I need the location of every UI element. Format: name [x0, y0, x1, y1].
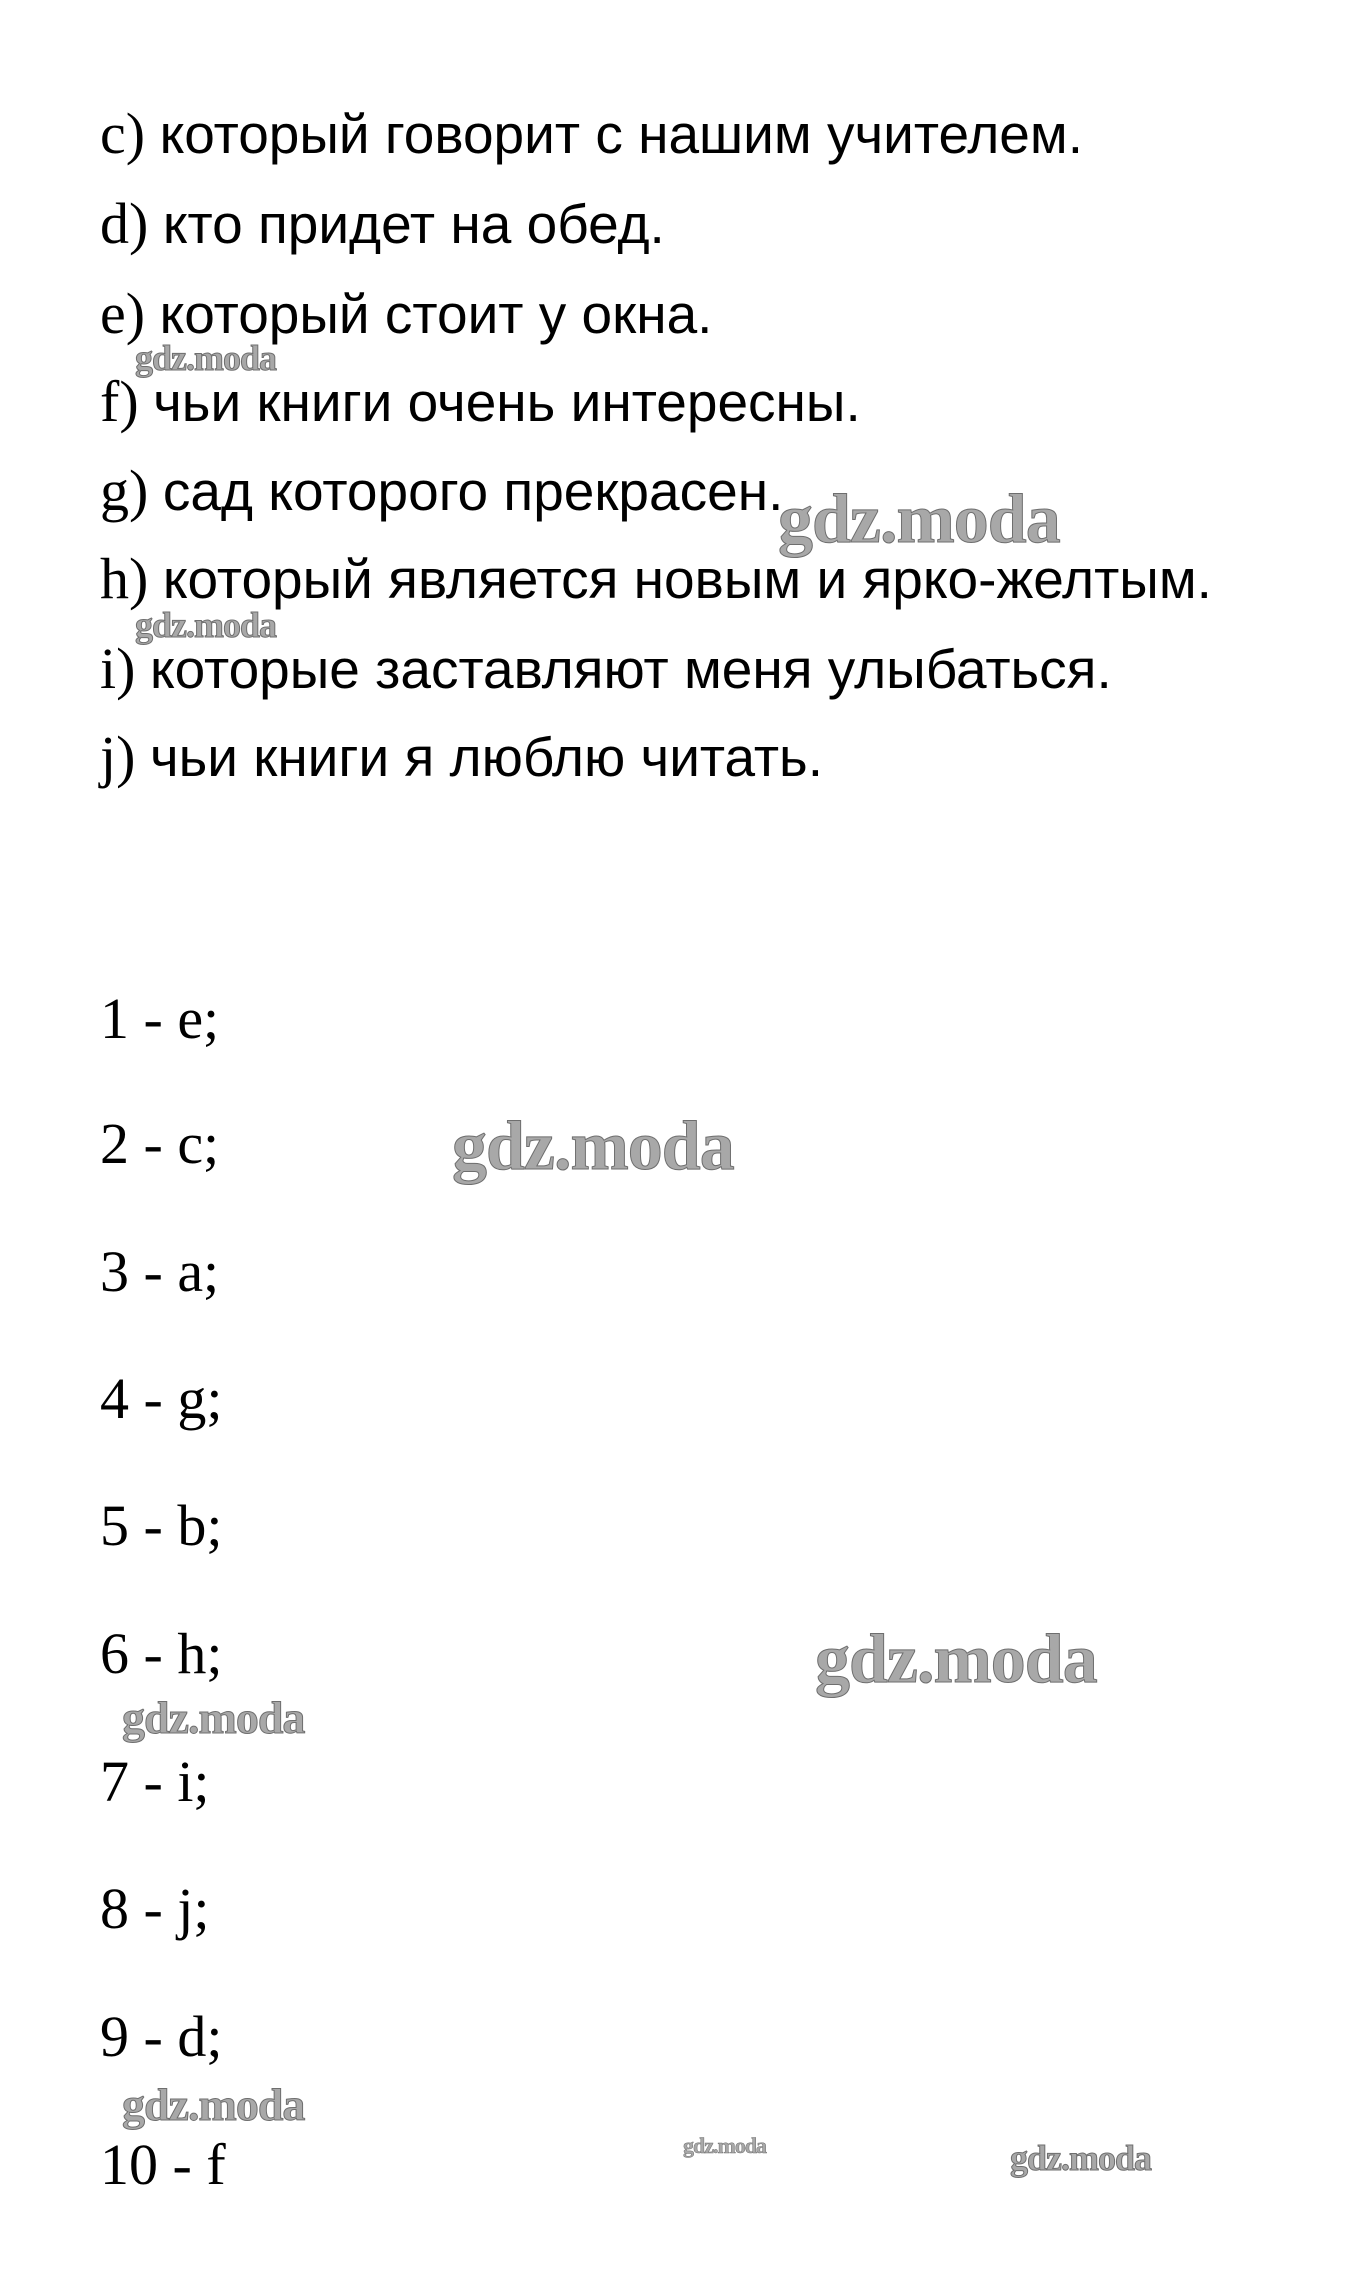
watermark: gdz.moda	[452, 1108, 734, 1185]
watermark: gdz.moda	[778, 481, 1060, 558]
answer-3: 3 - a;	[100, 1239, 220, 1304]
answer-5: 5 - b;	[100, 1493, 223, 1558]
watermark: gdz.moda	[1010, 2138, 1152, 2178]
option-f	[100, 369, 861, 434]
option-text: который стоит у окна.	[159, 283, 713, 345]
option-c	[100, 101, 1083, 166]
watermark: gdz.moda	[122, 1692, 305, 1743]
answer-8: 8 - j;	[100, 1876, 210, 1941]
option-text: чьи книги я люблю читать.	[149, 726, 823, 788]
option-letter: f)	[100, 369, 139, 434]
watermark: gdz.moda	[135, 605, 277, 645]
option-letter: g)	[100, 458, 149, 523]
option-d	[100, 191, 665, 256]
option-e	[100, 281, 713, 346]
answer-9: 9 - d;	[100, 2004, 223, 2069]
option-text: который является новым и ярко-желтым.	[162, 548, 1212, 610]
answer-6: 6 - h;	[100, 1621, 223, 1686]
answer-7: 7 - i;	[100, 1749, 210, 1814]
watermark: gdz.moda	[135, 338, 277, 378]
option-g	[100, 458, 784, 523]
watermark: gdz.moda	[815, 1621, 1097, 1698]
option-letter: c)	[100, 101, 146, 166]
option-letter: h)	[100, 546, 149, 611]
answer-1: 1 - e;	[100, 986, 220, 1051]
option-text: сад которого прекрасен.	[162, 460, 784, 522]
watermark: gdz.moda	[683, 2133, 767, 2158]
option-text: который говорит с нашим учителем.	[159, 103, 1083, 165]
option-text: которые заставляют меня улыбаться.	[149, 638, 1112, 700]
option-letter: d)	[100, 191, 149, 256]
option-text: кто придет на обед.	[162, 193, 665, 255]
watermark: gdz.moda	[122, 2079, 305, 2130]
option-text: чьи книги очень интересны.	[153, 371, 861, 433]
option-j	[100, 724, 823, 789]
answer-4: 4 - g;	[100, 1366, 223, 1431]
option-i	[100, 636, 1112, 701]
option-letter: i)	[100, 636, 136, 701]
answer-10: 10 - f	[100, 2132, 226, 2197]
option-letter: e)	[100, 281, 146, 346]
option-h	[100, 546, 1212, 611]
answer-2: 2 - c;	[100, 1111, 220, 1176]
option-letter: j)	[100, 724, 136, 789]
